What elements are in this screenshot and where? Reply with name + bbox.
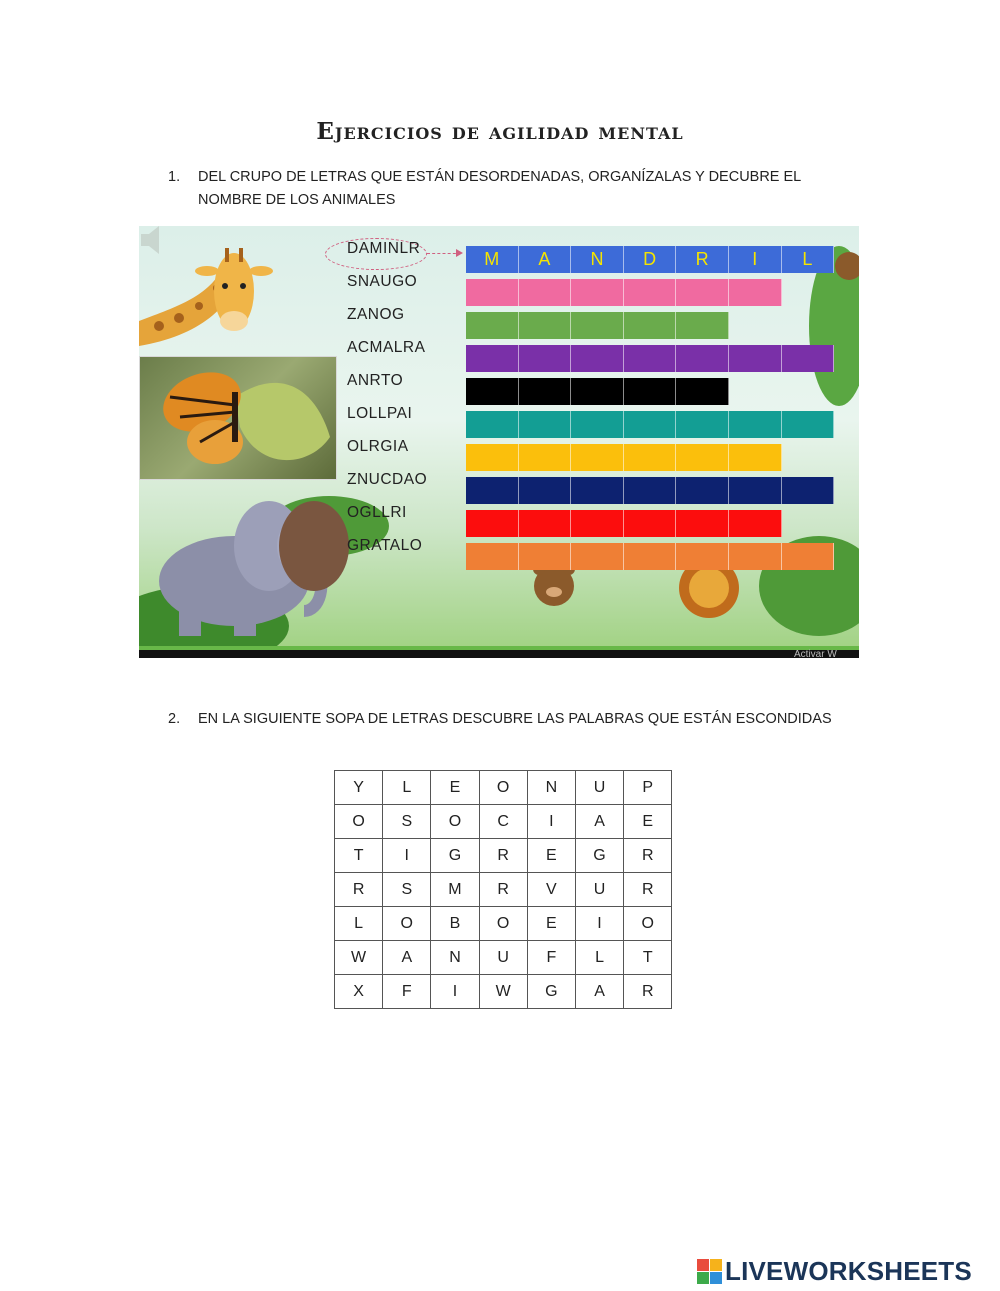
answer-cell[interactable]: M	[466, 246, 519, 273]
grid-cell[interactable]: S	[383, 805, 431, 839]
answer-cell[interactable]	[782, 411, 835, 438]
answer-cell[interactable]	[519, 444, 572, 471]
answer-cell[interactable]	[519, 345, 572, 372]
grid-cell[interactable]: T	[624, 941, 672, 975]
grid-cell[interactable]: R	[479, 839, 527, 873]
butterfly-icon	[140, 357, 336, 479]
grid-cell[interactable]: W	[335, 941, 383, 975]
answer-cell[interactable]	[676, 411, 729, 438]
grid-cell[interactable]: I	[527, 805, 575, 839]
scrambled-word: ZANOG	[347, 306, 405, 323]
grid-cell[interactable]: A	[575, 805, 623, 839]
answer-cell[interactable]	[782, 543, 835, 570]
question-2-text: EN LA SIGUIENTE SOPA DE LETRAS DESCUBRE LAS PALABRAS QUE ESTÁN ESCONDIDAS	[198, 711, 832, 727]
answer-cell[interactable]: I	[729, 246, 782, 273]
answer-cell[interactable]	[571, 477, 624, 504]
grid-cell[interactable]: O	[335, 805, 383, 839]
grid-cell[interactable]: R	[624, 975, 672, 1009]
logo-block	[710, 1272, 722, 1284]
grid-cell[interactable]: B	[431, 907, 479, 941]
answer-bar[interactable]	[466, 510, 782, 537]
word-search-grid	[334, 770, 672, 1009]
grid-row	[335, 907, 672, 941]
question-1-text: DEL CRUPO DE LETRAS QUE ESTÁN DESORDENADAS, ORGANÍZALAS Y DECUBRE EL NOMBRE DE LOS ANIMALES	[198, 169, 801, 208]
scrambled-word: LOLLPAI	[347, 405, 413, 422]
page-title: Ejercicios de agilidad mental	[316, 118, 684, 145]
answer-cell[interactable]	[466, 477, 519, 504]
grid-cell[interactable]: R	[624, 873, 672, 907]
answer-cell[interactable]	[571, 510, 624, 537]
answer-cell[interactable]	[729, 345, 782, 372]
answer-cell[interactable]	[729, 510, 782, 537]
grid-row	[335, 873, 672, 907]
grid-row	[335, 771, 672, 805]
answer-cell[interactable]	[676, 378, 729, 405]
grid-cell[interactable]: A	[383, 941, 431, 975]
arrow-icon	[427, 253, 461, 254]
answer-bar[interactable]	[466, 543, 834, 570]
scrambled-word: ANRTO	[347, 372, 404, 389]
grid-cell[interactable]: S	[383, 873, 431, 907]
answer-cell[interactable]	[782, 345, 835, 372]
answer-cell[interactable]	[729, 279, 782, 306]
answer-cell[interactable]	[729, 477, 782, 504]
answer-cell[interactable]	[571, 345, 624, 372]
answer-cell[interactable]	[466, 411, 519, 438]
gorilla-icon	[279, 501, 349, 591]
answer-cell[interactable]: D	[624, 246, 677, 273]
grid-cell[interactable]: I	[575, 907, 623, 941]
grid-cell[interactable]: C	[479, 805, 527, 839]
grid-cell[interactable]: U	[479, 941, 527, 975]
scrambled-word: SNAUGO	[347, 273, 418, 290]
grid-cell[interactable]: U	[575, 771, 623, 805]
grid-cell[interactable]: R	[624, 839, 672, 873]
grid-cell[interactable]: O	[383, 907, 431, 941]
answer-cell[interactable]	[676, 444, 729, 471]
answer-cell[interactable]	[571, 279, 624, 306]
answer-cell[interactable]	[571, 444, 624, 471]
logo-block	[697, 1272, 709, 1284]
grid-cell[interactable]: A	[575, 975, 623, 1009]
answer-cell[interactable]	[519, 510, 572, 537]
grid-cell[interactable]: W	[479, 975, 527, 1009]
answer-cell[interactable]	[466, 312, 519, 339]
grid-cell[interactable]: I	[431, 975, 479, 1009]
butterfly-photo	[139, 356, 337, 480]
answer-bar[interactable]	[466, 279, 782, 306]
answer-cell[interactable]	[624, 444, 677, 471]
grid-cell[interactable]: U	[575, 873, 623, 907]
scrambled-word: GRATALO	[347, 537, 423, 554]
logo-block	[710, 1259, 722, 1271]
question-2-number: 2.	[168, 711, 181, 727]
answer-cell[interactable]	[729, 543, 782, 570]
grid-cell[interactable]: Y	[335, 771, 383, 805]
grid-cell[interactable]: F	[383, 975, 431, 1009]
grid-cell[interactable]: E	[527, 907, 575, 941]
answer-cell[interactable]	[624, 411, 677, 438]
answer-cell[interactable]	[571, 312, 624, 339]
answer-cell[interactable]	[676, 543, 729, 570]
grid-cell[interactable]: E	[431, 771, 479, 805]
answer-cell[interactable]: L	[782, 246, 835, 273]
scrambled-word: OLRGIA	[347, 438, 409, 455]
grid-cell[interactable]: R	[479, 873, 527, 907]
answer-cell[interactable]: R	[676, 246, 729, 273]
answer-bar[interactable]	[466, 312, 729, 339]
answer-cell[interactable]	[624, 543, 677, 570]
answer-cell[interactable]	[519, 312, 572, 339]
answer-cell[interactable]	[676, 510, 729, 537]
answer-cell[interactable]	[571, 543, 624, 570]
grid-cell[interactable]: G	[527, 975, 575, 1009]
grid-row	[335, 941, 672, 975]
grid-cell[interactable]: E	[527, 839, 575, 873]
answer-bar[interactable]	[466, 246, 834, 273]
grid-cell[interactable]: O	[431, 805, 479, 839]
animal-scene	[139, 226, 859, 658]
liveworksheets-logo	[697, 1256, 972, 1287]
answer-bar[interactable]	[466, 411, 834, 438]
logo-text: LIVEWORKSHEETS	[725, 1256, 972, 1286]
answer-cell[interactable]	[519, 477, 572, 504]
grid-cell[interactable]: T	[335, 839, 383, 873]
grid-cell[interactable]: G	[431, 839, 479, 873]
answer-cell[interactable]	[466, 378, 519, 405]
watermark-text: Activar W	[794, 649, 837, 658]
speaker-icon	[141, 226, 159, 254]
answer-cell[interactable]	[466, 279, 519, 306]
answer-cell[interactable]	[676, 477, 729, 504]
answer-cell[interactable]	[519, 279, 572, 306]
scrambled-word: OGLLRI	[347, 504, 407, 521]
answer-cell[interactable]	[466, 510, 519, 537]
answer-bar[interactable]	[466, 345, 834, 372]
grid-cell[interactable]: O	[624, 907, 672, 941]
grid-cell[interactable]: I	[383, 839, 431, 873]
answer-cell[interactable]	[729, 444, 782, 471]
answer-cell[interactable]	[624, 510, 677, 537]
answer-cell[interactable]	[624, 477, 677, 504]
grid-cell[interactable]: E	[624, 805, 672, 839]
answer-bar[interactable]	[466, 477, 834, 504]
answer-cell[interactable]	[519, 378, 572, 405]
answer-cell[interactable]	[676, 279, 729, 306]
answer-cell[interactable]	[782, 477, 835, 504]
answer-cell[interactable]	[466, 543, 519, 570]
answer-cell[interactable]	[624, 345, 677, 372]
logo-block	[697, 1259, 709, 1271]
answer-cell[interactable]	[624, 312, 677, 339]
answer-cell[interactable]	[676, 345, 729, 372]
grid-cell[interactable]: L	[575, 941, 623, 975]
grid-cell[interactable]: X	[335, 975, 383, 1009]
answer-cell[interactable]	[519, 411, 572, 438]
answer-bar[interactable]	[466, 378, 729, 405]
answer-cell[interactable]	[571, 411, 624, 438]
grid-row	[335, 839, 672, 873]
logo-blocks-icon	[697, 1259, 722, 1284]
grid-cell[interactable]: F	[527, 941, 575, 975]
question-1-number: 1.	[168, 169, 181, 185]
answer-cell[interactable]: N	[571, 246, 624, 273]
grid-cell[interactable]: O	[479, 907, 527, 941]
answer-cell[interactable]	[571, 378, 624, 405]
grid-cell[interactable]: V	[527, 873, 575, 907]
grid-row	[335, 975, 672, 1009]
answer-cell[interactable]	[676, 312, 729, 339]
answer-cell[interactable]	[729, 411, 782, 438]
answer-cell[interactable]	[624, 279, 677, 306]
scrambled-word: ZNUCDAO	[347, 471, 428, 488]
grid-cell[interactable]: M	[431, 873, 479, 907]
answer-cell[interactable]	[466, 345, 519, 372]
grid-cell[interactable]: N	[527, 771, 575, 805]
scrambled-word: ACMALRA	[347, 339, 426, 356]
grid-cell[interactable]: L	[383, 771, 431, 805]
answer-cell[interactable]	[624, 378, 677, 405]
grid-cell[interactable]: P	[624, 771, 672, 805]
answer-cell[interactable]	[466, 444, 519, 471]
grid-cell[interactable]: R	[335, 873, 383, 907]
grid-cell[interactable]: O	[479, 771, 527, 805]
answer-cell[interactable]	[519, 543, 572, 570]
answer-bar[interactable]	[466, 444, 782, 471]
giraffe-icon	[139, 248, 273, 346]
grid-cell[interactable]: G	[575, 839, 623, 873]
answer-cell[interactable]: A	[519, 246, 572, 273]
grid-cell[interactable]: L	[335, 907, 383, 941]
grid-row	[335, 805, 672, 839]
scrambled-word: DAMINLR	[347, 240, 421, 257]
grid-cell[interactable]: N	[431, 941, 479, 975]
